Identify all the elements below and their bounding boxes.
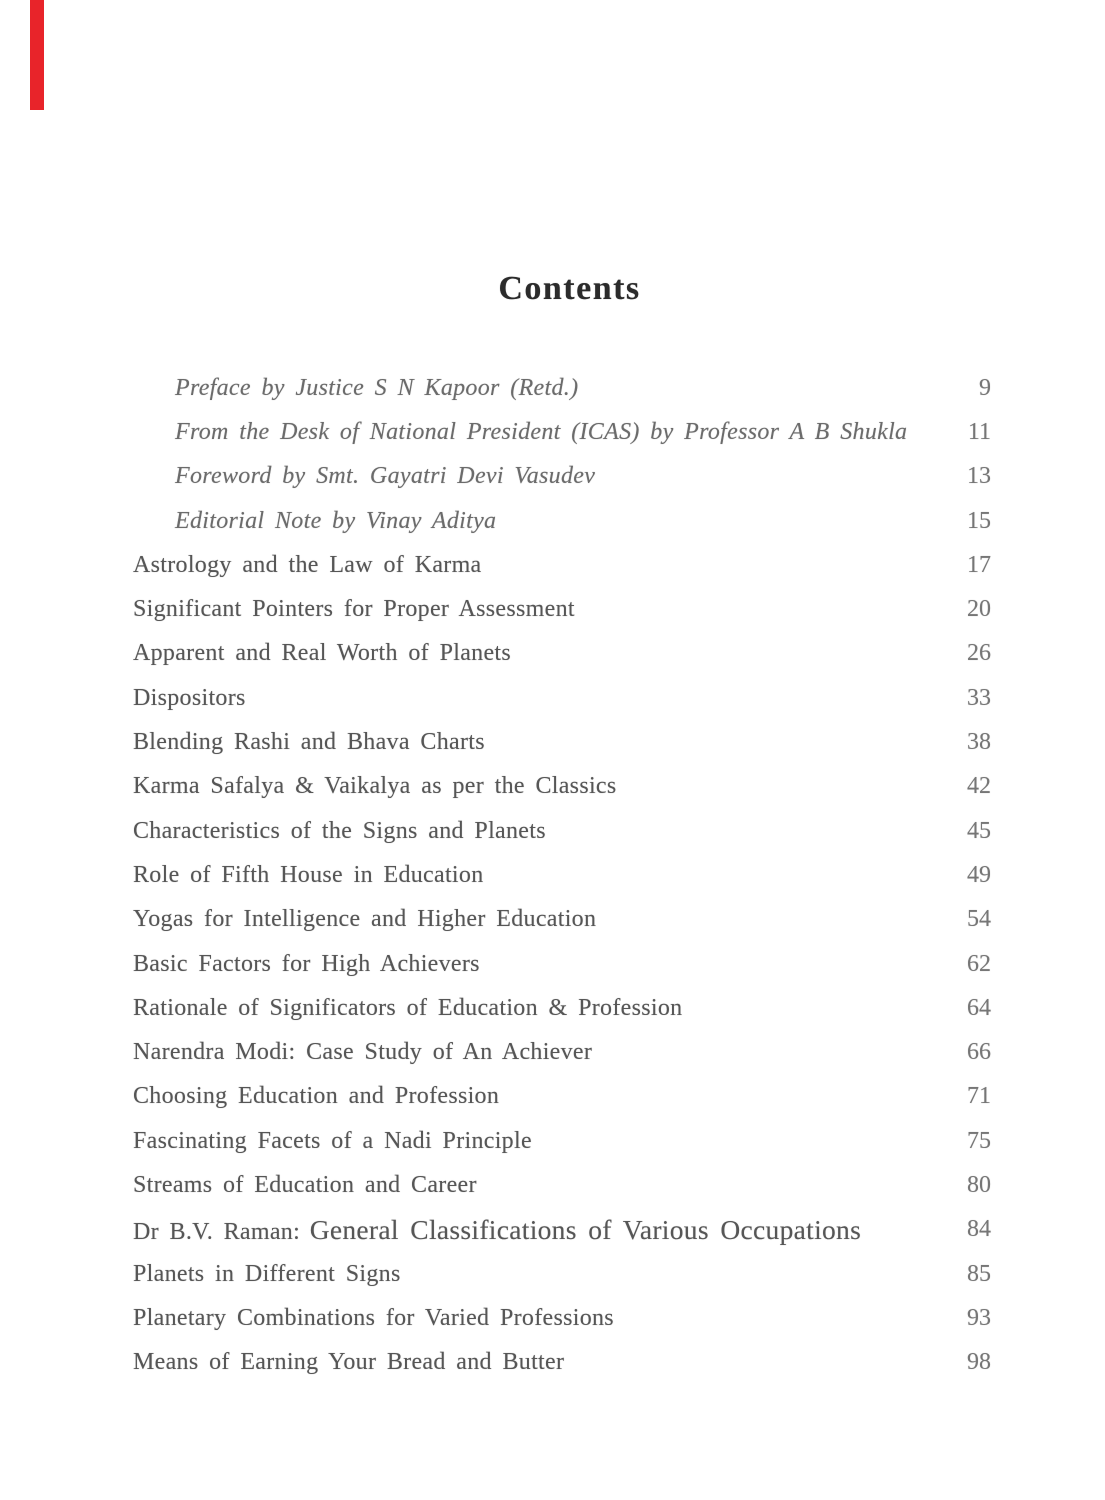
toc-entry-title: Characteristics of the Signs and Planets (133, 817, 546, 844)
toc-entry-page: 84 (967, 1216, 991, 1243)
toc-entry (133, 809, 991, 853)
toc-entry-title: Karma Safalya & Vaikalya as per the Classics (133, 773, 617, 800)
toc-entry-title: Choosing Education and Profession (133, 1083, 500, 1110)
toc-entry-page: 66 (967, 1039, 991, 1066)
toc-entry-title: Means of Earning Your Bread and Butter (133, 1349, 565, 1376)
toc-entry-page: 17 (967, 551, 991, 578)
toc-entry-page: 33 (967, 684, 991, 711)
toc-entry-page: 98 (967, 1349, 991, 1376)
toc-entry-title: Apparent and Real Worth of Planets (133, 640, 512, 667)
toc-entry-page: 93 (967, 1304, 991, 1331)
toc-entry (133, 632, 991, 676)
toc-entry-page: 71 (967, 1083, 991, 1110)
toc-entry-title: Foreword by Smt. Gayatri Devi Vasudev (175, 463, 596, 490)
toc-entry-title: Streams of Education and Career (133, 1171, 477, 1198)
toc-entry (133, 765, 991, 809)
toc-entry-title: Role of Fifth House in Education (133, 861, 484, 888)
toc-entry-page: 26 (967, 640, 991, 667)
toc-entry (133, 366, 991, 410)
toc-entry (133, 986, 991, 1030)
toc-entry (133, 1296, 991, 1340)
toc-entry (133, 853, 991, 897)
table-of-contents (133, 366, 991, 1385)
toc-entry (133, 455, 991, 499)
toc-entry (133, 543, 991, 587)
toc-entry-page: 9 (979, 374, 991, 401)
toc-entry-title: Planetary Combinations for Varied Professions (133, 1304, 614, 1331)
toc-entry (133, 1341, 991, 1385)
toc-entry-title: Fascinating Facets of a Nadi Principle (133, 1127, 532, 1154)
toc-entry-title: Narendra Modi: Case Study of An Achiever (133, 1039, 593, 1066)
toc-entry-title: Basic Factors for High Achievers (133, 950, 480, 977)
toc-entry-page: 54 (967, 906, 991, 933)
toc-entry (133, 1030, 991, 1074)
toc-entry-page: 42 (967, 773, 991, 800)
toc-entry (133, 1075, 991, 1119)
toc-entry-title: Planets in Different Signs (133, 1260, 401, 1287)
toc-entry-page: 62 (967, 950, 991, 977)
toc-entry-title: From the Desk of National President (ICAS) by Professor A B Shukla (175, 418, 908, 445)
toc-entry (133, 587, 991, 631)
red-bookmark-mark (30, 0, 44, 110)
toc-entry (133, 720, 991, 764)
toc-entry (133, 1119, 991, 1163)
toc-entry (133, 1163, 991, 1207)
toc-entry-page: 64 (967, 994, 991, 1021)
toc-entry-title (133, 1214, 861, 1246)
toc-entry-title: Significant Pointers for Proper Assessment (133, 596, 575, 623)
toc-entry-page: 20 (967, 596, 991, 623)
toc-entry-title: Yogas for Intelligence and Higher Education (133, 906, 597, 933)
toc-entry-title: Blending Rashi and Bhava Charts (133, 729, 485, 756)
toc-entry-page: 49 (967, 861, 991, 888)
toc-entry-title: Preface by Justice S N Kapoor (Retd.) (175, 374, 579, 401)
toc-entry (133, 1208, 991, 1252)
toc-entry-title: Rationale of Significators of Education & Profession (133, 994, 683, 1021)
toc-entry-title: Editorial Note by Vinay Aditya (175, 507, 497, 534)
toc-entry-title-emphasis: General Classifications of Various Occupations (309, 1213, 862, 1245)
toc-entry (133, 1252, 991, 1296)
toc-entry (133, 410, 991, 454)
toc-entry-page: 11 (967, 418, 991, 445)
toc-entry (133, 676, 991, 720)
toc-entry-page: 38 (967, 729, 991, 756)
toc-entry-title: Astrology and the Law of Karma (133, 551, 482, 578)
toc-entry-page: 85 (967, 1260, 991, 1287)
toc-entry (133, 499, 991, 543)
toc-entry-title: Dispositors (133, 684, 246, 711)
toc-entry (133, 898, 991, 942)
toc-entry (133, 942, 991, 986)
toc-entry-page: 45 (967, 817, 991, 844)
toc-entry-title-prefix: Dr B.V. Raman: (133, 1218, 301, 1245)
page-title: Contents (498, 269, 641, 307)
toc-entry-page: 13 (967, 463, 991, 490)
toc-entry-page: 80 (967, 1171, 991, 1198)
toc-entry-page: 75 (967, 1127, 991, 1154)
toc-entry-page: 15 (967, 507, 991, 534)
